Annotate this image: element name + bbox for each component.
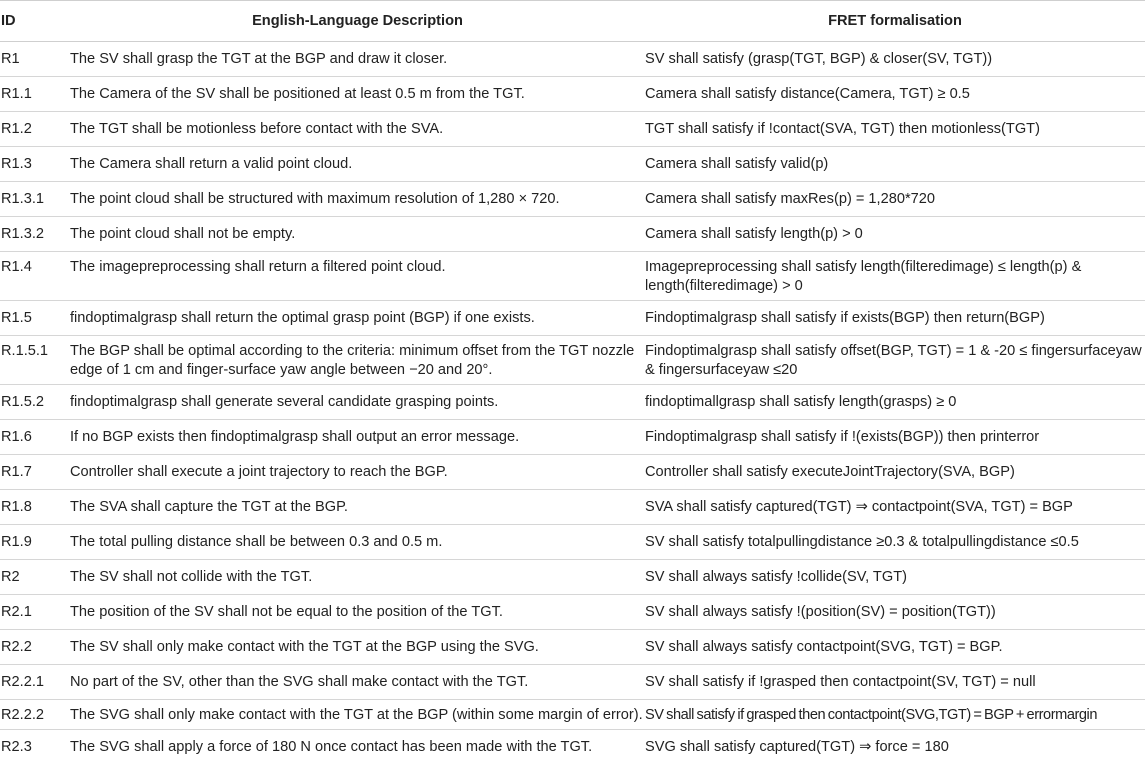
row-description: The total pulling distance shall be between 0.3 and 0.5 m. [70, 525, 645, 560]
row-fret: Camera shall satisfy maxRes(p) = 1,280*720 [645, 182, 1145, 217]
row-description: The point cloud shall be structured with maximum resolution of 1,280 × 720. [70, 182, 645, 217]
table-row [0, 182, 1145, 217]
row-description: The Camera shall return a valid point cloud. [70, 147, 645, 182]
row-id: R1.7 [0, 455, 70, 490]
table-header [0, 1, 1145, 42]
row-fret: SV shall always satisfy !(position(SV) = position(TGT)) [645, 595, 1145, 630]
row-fret: TGT shall satisfy if !contact(SVA, TGT) then motionless(TGT) [645, 112, 1145, 147]
row-fret: Camera shall satisfy distance(Camera, TGT) ≥ 0.5 [645, 77, 1145, 112]
row-description: The imagepreprocessing shall return a filtered point cloud. [70, 252, 645, 301]
row-id: R2.2.2 [0, 700, 70, 730]
row-description: No part of the SV, other than the SVG shall make contact with the TGT. [70, 665, 645, 700]
row-description: The SV shall not collide with the TGT. [70, 560, 645, 595]
row-id: R1.1 [0, 77, 70, 112]
row-id: R1.8 [0, 490, 70, 525]
row-description: The SVG shall apply a force of 180 N once contact has been made with the TGT. [70, 730, 645, 764]
row-fret: SV shall always satisfy contactpoint(SVG, TGT) = BGP. [645, 630, 1145, 665]
row-fret: SV shall satisfy (grasp(TGT, BGP) & closer(SV, TGT)) [645, 42, 1145, 77]
row-fret: Imagepreprocessing shall satisfy length(filteredimage) ≤ length(p) & length(filteredimage) > 0 [645, 252, 1145, 301]
table-row [0, 301, 1145, 336]
row-fret: Findoptimalgrasp shall satisfy if !(exists(BGP)) then printerror [645, 420, 1145, 455]
row-description: The TGT shall be motionless before contact with the SVA. [70, 112, 645, 147]
table-row [0, 525, 1145, 560]
table-row [0, 490, 1145, 525]
table-row [0, 217, 1145, 252]
row-id: R2.2.1 [0, 665, 70, 700]
table-body [0, 42, 1145, 764]
row-id: R2 [0, 560, 70, 595]
row-description: The SV shall grasp the TGT at the BGP and draw it closer. [70, 42, 645, 77]
row-id: R1.3 [0, 147, 70, 182]
row-id: R1.3.1 [0, 182, 70, 217]
row-fret: Controller shall satisfy executeJointTrajectory(SVA, BGP) [645, 455, 1145, 490]
row-id: R1.6 [0, 420, 70, 455]
row-id: R2.3 [0, 730, 70, 764]
row-id: R2.1 [0, 595, 70, 630]
row-description: findoptimalgrasp shall generate several candidate grasping points. [70, 385, 645, 420]
table-row [0, 455, 1145, 490]
row-id: R1.2 [0, 112, 70, 147]
row-fret: Findoptimalgrasp shall satisfy offset(BGP, TGT) = 1 & -20 ≤ fingersurfaceyaw & fingersurfaceyaw ≤20 [645, 336, 1145, 385]
header-id: ID [0, 1, 70, 42]
table-row [0, 112, 1145, 147]
header-row [0, 1, 1145, 42]
table-row [0, 147, 1145, 182]
row-fret: Camera shall satisfy valid(p) [645, 147, 1145, 182]
row-description: The position of the SV shall not be equal to the position of the TGT. [70, 595, 645, 630]
table-row [0, 630, 1145, 665]
row-fret: Camera shall satisfy length(p) > 0 [645, 217, 1145, 252]
header-fret: FRET formalisation [645, 1, 1145, 42]
table-row [0, 730, 1145, 764]
row-id: R1 [0, 42, 70, 77]
row-fret: Findoptimalgrasp shall satisfy if exists(BGP) then return(BGP) [645, 301, 1145, 336]
table-row [0, 252, 1145, 301]
row-fret: SV shall satisfy if !grasped then contactpoint(SV, TGT) = null [645, 665, 1145, 700]
table-row [0, 336, 1145, 385]
row-description: The BGP shall be optimal according to the criteria: minimum offset from the TGT nozzle edge of 1 cm and finger-surface yaw angle between −20 and 20°. [70, 336, 645, 385]
row-id: R1.3.2 [0, 217, 70, 252]
table-row [0, 77, 1145, 112]
row-id: R1.4 [0, 252, 70, 301]
table-row [0, 595, 1145, 630]
row-id: R1.5 [0, 301, 70, 336]
row-fret: findoptimallgrasp shall satisfy length(grasps) ≥ 0 [645, 385, 1145, 420]
row-id: R2.2 [0, 630, 70, 665]
table-row [0, 700, 1145, 730]
table-row [0, 42, 1145, 77]
row-description: The SVG shall only make contact with the TGT at the BGP (within some margin of error). [70, 700, 645, 730]
header-description: English-Language Description [70, 1, 645, 42]
row-id: R1.5.2 [0, 385, 70, 420]
row-description: The SVA shall capture the TGT at the BGP. [70, 490, 645, 525]
table-row [0, 560, 1145, 595]
row-fret: SVG shall satisfy captured(TGT) ⇒ force = 180 [645, 730, 1145, 764]
row-description: findoptimalgrasp shall return the optimal grasp point (BGP) if one exists. [70, 301, 645, 336]
row-description: The point cloud shall not be empty. [70, 217, 645, 252]
row-description: The SV shall only make contact with the TGT at the BGP using the SVG. [70, 630, 645, 665]
row-description: The Camera of the SV shall be positioned at least 0.5 m from the TGT. [70, 77, 645, 112]
row-id: R.1.5.1 [0, 336, 70, 385]
table-row [0, 385, 1145, 420]
table-row [0, 665, 1145, 700]
row-fret: SV shall satisfy totalpullingdistance ≥0.3 & totalpullingdistance ≤0.5 [645, 525, 1145, 560]
row-description: If no BGP exists then findoptimalgrasp shall output an error message. [70, 420, 645, 455]
table-row [0, 420, 1145, 455]
row-fret: SV shall satisfy if grasped then contactpoint(SVG,TGT) = BGP + errormargin [645, 700, 1145, 730]
row-id: R1.9 [0, 525, 70, 560]
row-description: Controller shall execute a joint trajectory to reach the BGP. [70, 455, 645, 490]
row-fret: SVA shall satisfy captured(TGT) ⇒ contactpoint(SVA, TGT) = BGP [645, 490, 1145, 525]
row-fret: SV shall always satisfy !collide(SV, TGT) [645, 560, 1145, 595]
